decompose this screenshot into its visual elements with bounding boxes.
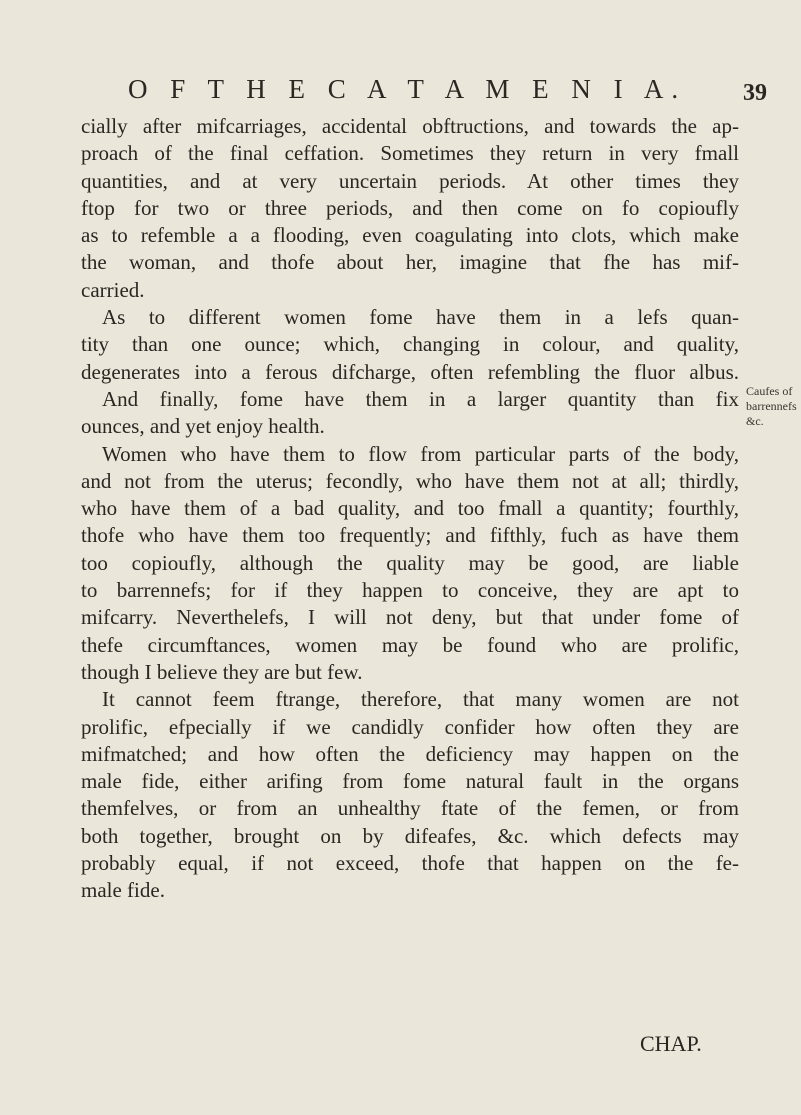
text-line: male fide. xyxy=(81,878,165,903)
text-line: tity than one ounce; which, changing in colour, and quality, xyxy=(81,332,739,357)
text-line: mifcarry. Neverthelefs, I will not deny, but that under fome of xyxy=(81,605,739,630)
text-line: ftop for two or three periods, and then come on fo copioufly xyxy=(81,195,739,220)
text-line: ounces, and yet enjoy health. xyxy=(81,414,325,439)
text-line: cially after mifcarriages, accidental obftructions, and towards the ap- xyxy=(81,114,739,138)
page-number: 39 xyxy=(743,80,767,106)
text-line: to barrennefs; for if they happen to conceive, they are apt to xyxy=(81,578,739,603)
text-line: too copioufly, although the quality may be good, are liable xyxy=(81,550,739,575)
text-line: proach of the final ceffation. Sometimes they return in very fmall xyxy=(81,141,739,166)
text-line: carried. xyxy=(81,277,145,302)
text-line: who have them of a bad quality, and too fmall a quantity; fourthly, xyxy=(81,496,739,521)
text-line: both together, brought on by difeafes, &c. which defects may xyxy=(81,823,739,848)
margin-note-line: barrennefs xyxy=(746,399,797,413)
text-line: prolific, efpecially if we candidly confider how often they are xyxy=(81,714,739,739)
text-line: probably equal, if not exceed, thofe that happen on the fe- xyxy=(81,851,739,876)
margin-note-line: &c. xyxy=(746,414,764,428)
text-line: though I believe they are but few. xyxy=(81,659,363,684)
text-line: and not from the uterus; fecondly, who have them not at all; thirdly, xyxy=(81,468,739,493)
text-line: thefe circumftances, women may be found who are prolific, xyxy=(81,632,739,657)
text-line: Women who have them to flow from particular parts of the body, xyxy=(102,441,739,466)
margin-note-line: Caufes of xyxy=(746,384,793,398)
text-line: And finally, fome have them in a larger quantity than fix xyxy=(102,386,739,411)
text-line: the woman, and thofe about her, imagine that fhe has mif- xyxy=(81,250,739,275)
catchword: CHAP. xyxy=(640,1031,702,1056)
text-line: mifmatched; and how often the deficiency may happen on the xyxy=(81,741,739,766)
body-text xyxy=(81,113,739,905)
running-head: O F T H E C A T A M E N I A. xyxy=(128,74,687,104)
text-line: It cannot feem ftrange, therefore, that many women are not xyxy=(102,687,739,712)
margin-note xyxy=(746,384,801,429)
text-line: quantities, and at very uncertain periods. At other times they xyxy=(81,168,739,193)
text-line: degenerates into a ferous difcharge, often refembling the fluor albus. xyxy=(81,359,739,384)
text-line: themfelves, or from an unhealthy ftate of the femen, or from xyxy=(81,796,739,821)
text-line: thofe who have them too frequently; and fifthly, fuch as have them xyxy=(81,523,739,548)
text-line: As to different women fome have them in a lefs quan- xyxy=(102,305,739,330)
text-line: male fide, either arifing from fome natural fault in the organs xyxy=(81,769,739,794)
text-line: as to refemble a a flooding, even coagulating into clots, which make xyxy=(81,223,739,248)
